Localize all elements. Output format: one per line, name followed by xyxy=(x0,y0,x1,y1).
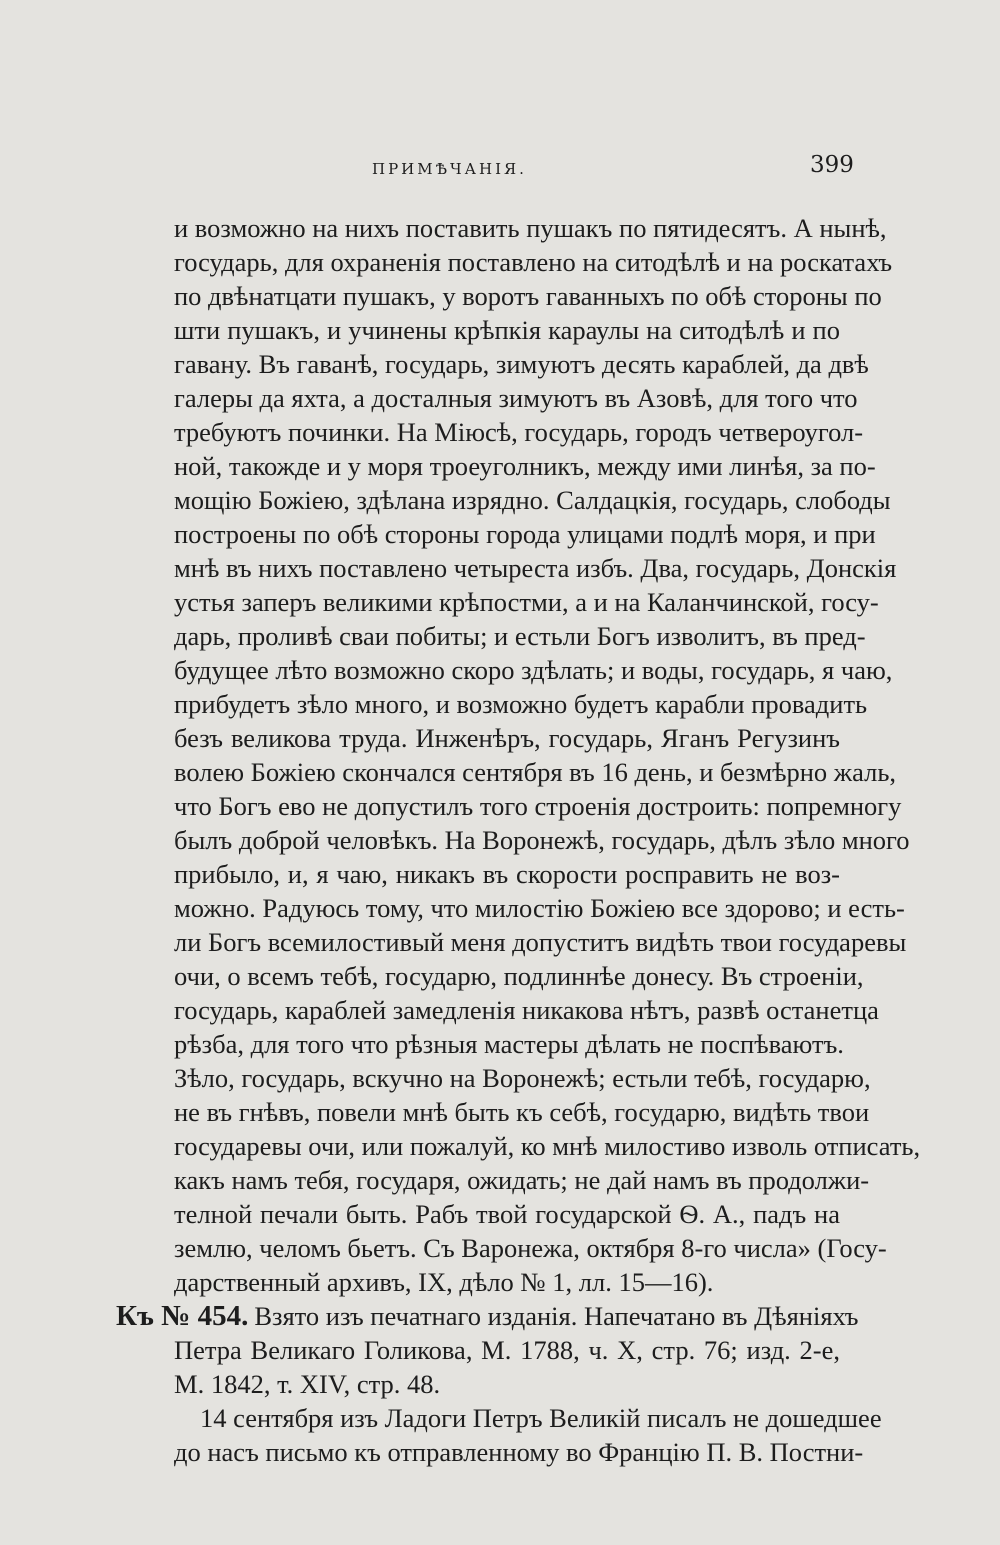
text-line: ли Богъ всемилостивый меня допуститъ видѣть твои государевы xyxy=(174,927,907,957)
entry-text: Взято изъ печатнаго изданія. Напечатано въ Дѣяніяхъ xyxy=(254,1301,859,1331)
text-line: до насъ письмо къ отправленному во Францію П. В. Постни- xyxy=(174,1437,864,1467)
text-line: прибудетъ зѣло много, и возможно будетъ карабли провадить xyxy=(174,689,868,719)
running-title: ПРИМѢЧАНІЯ. xyxy=(372,160,527,178)
text-line: дарь, проливѣ сваи побиты; и естьли Богъ изволитъ, въ пред- xyxy=(174,621,866,651)
text-line: не въ гнѣвъ, повели мнѣ быть къ себѣ, государю, видѣть твои xyxy=(174,1097,870,1127)
page-number: 399 xyxy=(810,152,854,178)
text-line: можно. Радуюсь тому, что милостію Божіею все здорово; и есть- xyxy=(174,893,905,923)
text-line: мощію Божіею, здѣлана изрядно. Салдацкія, государь, слободы xyxy=(174,485,891,515)
text-line: мнѣ въ нихъ поставлено четыреста избъ. Два, государь, Донскія xyxy=(174,553,897,583)
text-line: рѣзба, для того что рѣзныя мастеры дѣлать не поспѣваютъ. xyxy=(174,1029,844,1059)
text-line: былъ доброй человѣкъ. На Воронежѣ, государь, дѣлъ зѣло много xyxy=(174,825,910,855)
text-line: требуютъ починки. На Міюсѣ, государь, городъ четвероугол- xyxy=(174,417,864,447)
text-line: Петра Великаго Голикова, М. 1788, ч. X, стр. 76; изд. 2-е, xyxy=(174,1335,840,1365)
text-line: построены по обѣ стороны города улицами подлѣ моря, и при xyxy=(174,519,876,549)
entry-reference: Къ № 454. xyxy=(116,1300,249,1332)
entry-454-first-line xyxy=(116,1299,859,1333)
text-line: М. 1842, т. XIV, стр. 48. xyxy=(174,1369,441,1399)
text-line: государевы очи, или пожалуй, ко мнѣ милостиво изволь отписать, xyxy=(174,1131,921,1161)
text-line: и возможно на нихъ поставить пушакъ по пятидесятъ. А нынѣ, xyxy=(174,213,887,243)
text-line: 14 сентября изъ Ладоги Петръ Великій писалъ не дошедшее xyxy=(200,1403,882,1433)
text-line: землю, челомъ бьетъ. Съ Варонежа, октября 8-го числа» (Госу- xyxy=(174,1233,887,1263)
text-line: волею Божіею скончался сентября въ 16 день, и безмѣрно жаль, xyxy=(174,757,897,787)
text-line: по двѣнатцати пушакъ, у воротъ гаванныхъ по обѣ стороны по xyxy=(174,281,882,311)
text-line: будущее лѣто возможно скоро здѣлать; и воды, государь, я чаю, xyxy=(174,655,893,685)
text-line: шти пушакъ, и учинены крѣпкія караулы на ситодѣлѣ и по xyxy=(174,315,840,345)
text-line: галеры да яхта, а досталныя зимуютъ въ Азовѣ, для того что xyxy=(174,383,858,413)
text-line: устья заперъ великими крѣпостми, а и на Каланчинской, госу- xyxy=(174,587,879,617)
text-line: что Богъ ево не допустилъ того строенія достроить: попремногу xyxy=(174,791,902,821)
text-line: Зѣло, государь, вскучно на Воронежѣ; естьли тебѣ, государю, xyxy=(174,1063,871,1093)
text-line: телной печали быть. Рабъ твой государской Ѳ. А., падъ на xyxy=(174,1199,840,1229)
text-line: ной, такожде и у моря троеуголникъ, между ими линѣя, за по- xyxy=(174,451,876,481)
text-line: гавану. Въ гаванѣ, государь, зимуютъ десять караблей, да двѣ xyxy=(174,349,869,379)
text-line: прибыло, и, я чаю, никакъ въ скорости росправить не воз- xyxy=(174,859,840,889)
text-line: дарственный архивъ, IX, дѣло № 1, лл. 15—16). xyxy=(174,1267,714,1297)
text-line: государь, для охраненія поставлено на ситодѣлѣ и на роскатахъ xyxy=(174,247,893,277)
text-line: какъ намъ тебя, государя, ожидать; не дай намъ въ продолжи- xyxy=(174,1165,870,1195)
text-line: государь, караблей замедленія никакова нѣтъ, развѣ останетца xyxy=(174,995,879,1025)
text-line: безъ великова труда. Инженѣръ, государь, Яганъ Регузинъ xyxy=(174,723,840,753)
text-line: очи, о всемъ тебѣ, государю, подлиннѣе донесу. Въ строеніи, xyxy=(174,961,864,991)
